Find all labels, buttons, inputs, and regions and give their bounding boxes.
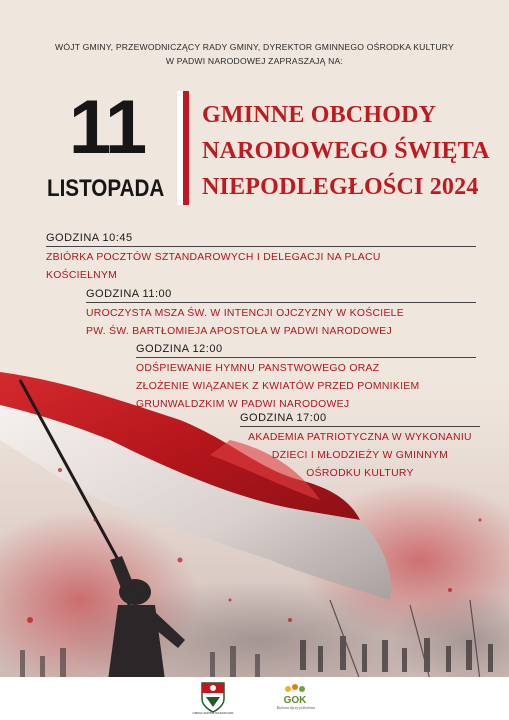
- description-line: AKADEMIA PATRIOTYCZNA W WYKONANIU: [248, 432, 472, 443]
- invitation-text: [30, 40, 479, 68]
- description-line: GRUNWALDZKIM W PADWI NARODOWEJ: [136, 399, 350, 410]
- invitation-line-2: W PADWI NARODOWEJ ZAPRASZAJĄ NA:: [165, 56, 344, 66]
- description-line: OŚRODKU KULTURY: [306, 468, 414, 479]
- gok-logo-text: GOK: [283, 695, 307, 705]
- description-line: PW. ŚW. BARTŁOMIEJA APOSTOŁA W PADWI NARODOWEJ: [86, 326, 392, 337]
- description-line: ZBIÓRKA POCZTÓW SZTANDAROWYCH I DELEGACJI NA PLACU: [46, 252, 381, 263]
- gok-caption: Kultura łączy pokolenia: [276, 705, 316, 710]
- description-line: DZIECI I MŁODZIEŻY W GMINNYM: [271, 450, 449, 461]
- schedule-item: [86, 288, 476, 341]
- invitation-line-1: WÓJT GMINY, PRZEWODNICZĄCY RADY GMINY, DYREKTOR GMINNEGO OŚRODKA KULTURY: [55, 42, 454, 52]
- description-line: UROCZYSTA MSZA ŚW. W INTENCJI OJCZYZNY W KOŚCIELE: [86, 308, 404, 319]
- schedule-item: [240, 412, 480, 483]
- municipal-crest-icon: [200, 681, 226, 713]
- schedule-description: [46, 247, 476, 285]
- gok-logo-icon: [280, 683, 310, 705]
- flag-bar-red: [183, 91, 189, 205]
- date-month: LISTOPADA: [46, 175, 165, 202]
- description-line: ODŚPIEWANIE HYMNU PANSTWOWEGO ORAZ: [136, 363, 380, 374]
- crest-caption: GMINA PADEW NARODOWA: [192, 711, 234, 715]
- event-title: [202, 97, 502, 205]
- title-line-2: NARODOWEGO ŚWIĘTA: [202, 138, 490, 164]
- schedule-description: [136, 358, 476, 414]
- title-line-3: NIEPODLEGŁOŚCI 2024: [202, 174, 479, 200]
- schedule-time: GODZINA 12:00: [136, 343, 223, 355]
- title-line-1: GMINNE OBCHODY: [202, 102, 437, 128]
- footer: [0, 677, 509, 720]
- schedule-description: [240, 427, 480, 483]
- schedule-description: [86, 303, 476, 341]
- date-day: 11: [68, 85, 146, 170]
- schedule-item: [46, 232, 476, 285]
- schedule-item: [136, 343, 476, 414]
- schedule-time: GODZINA 11:00: [86, 288, 172, 300]
- schedule-time: GODZINA 17:00: [240, 412, 327, 424]
- description-line: KOŚCIELNYM: [46, 270, 118, 281]
- schedule-time: GODZINA 10:45: [46, 232, 133, 244]
- description-line: ZŁOŻENIE WIĄZANEK Z KWIATÓW PRZED POMNIKIEM: [136, 381, 420, 392]
